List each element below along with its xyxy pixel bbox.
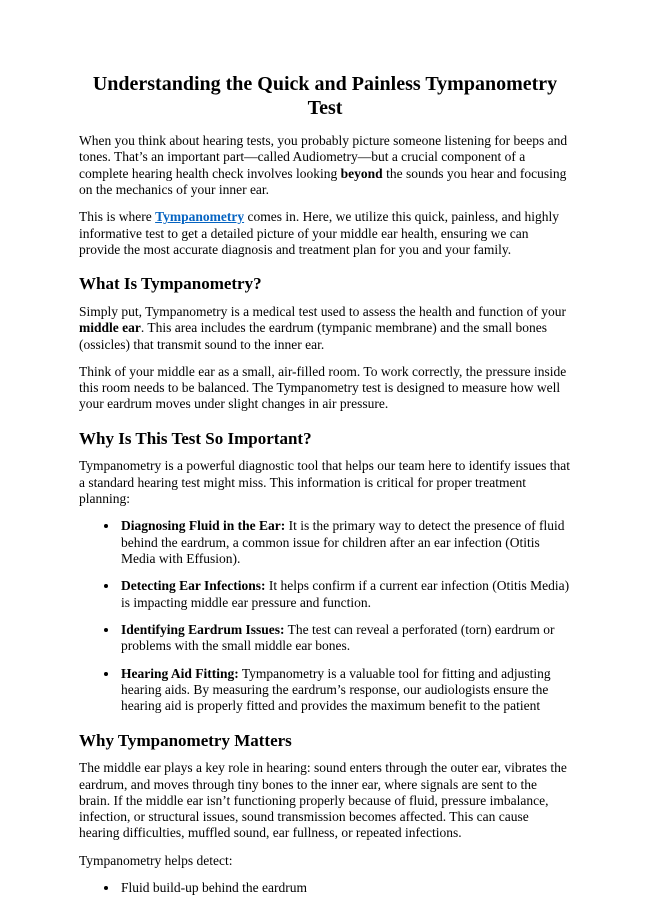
what-paragraph-1-text: Simply put, Tympanometry is a medical test used to assess the health and function of your [79, 303, 566, 319]
intro-paragraph-1-text: When you think about hearing tests, you probably picture someone listening for beeps and tones. That’s an important part—called Audiometry—but a crucial component of a complete hearing health check involves looking [79, 133, 568, 181]
bullet-label: Identifying Eardrum Issues: [121, 621, 285, 637]
intro-paragraph-2-text: This is where [79, 209, 156, 225]
page-title: Understanding the Quick and Painless Tympanometry Test [92, 73, 558, 119]
list-item [119, 518, 571, 567]
heading-why-important: Why Is This Test So Important? [79, 428, 312, 448]
bullet-label: Diagnosing Fluid in the Ear: [121, 518, 286, 534]
bullet-text: The test can reveal a perforated (torn) eardrum or problems with the small middle ear bones. [121, 621, 555, 654]
intro-paragraph-1-bold: beyond [340, 165, 383, 181]
matters-paragraph-1: The middle ear plays a key role in hearing: sound enters through the outer ear, vibrates the eardrum, and moves through tiny bones to the inner ear, where signals are sent to the brain. If the middle ear isn’t functioning properly because of fluid, pressure imbalance, infection, or structural issues, sound transmission becomes affected. This can cause hearing difficulties, muffled sound, ear fullness, or repeated infections. [79, 760, 567, 841]
bullet-text: Tympanometry is a valuable tool for fitting and adjusting hearing aids. By measuring the eardrum’s response, our audiologists ensure the hearing aid is properly fitted and provides the maximum benefit to the patient [121, 665, 551, 714]
important-intro-paragraph: Tympanometry is a powerful diagnostic tool that helps our team here to identify issues that a standard hearing test might miss. This information is critical for proper treatment planning: [79, 458, 570, 507]
bullet-label: Hearing Aid Fitting: [121, 665, 239, 681]
list-item [119, 622, 571, 655]
intro-paragraph-1-end: the sounds you hear and focusing on the mechanics of your inner ear. [79, 165, 567, 197]
tympanometry-link[interactable]: Tympanometry [155, 209, 245, 225]
matters-paragraph-2: Tympanometry helps detect: [79, 852, 233, 868]
list-item [119, 880, 571, 896]
what-paragraph-1-end: . This area includes the eardrum (tympanic membrane) and the small bones (ossicles) that transmit sound to the inner ear. [79, 320, 547, 352]
important-bullet-list [79, 518, 571, 714]
bullet-text: Fluid build-up behind the eardrum [121, 880, 307, 896]
bullet-text: It helps confirm if a current ear infection (Otitis Media) is impacting middle ear pressure and function. [121, 578, 570, 610]
intro-paragraph-2-end: comes in. Here, we utilize this quick, painless, and highly informative test to get a detailed picture of your middle ear health, ensuring we can provide the most accurate diagnosis and treatment plan for you and your family. [79, 209, 560, 257]
what-paragraph-1 [79, 304, 571, 353]
list-item [119, 578, 571, 611]
list-item [119, 666, 571, 715]
intro-paragraph-1 [79, 133, 571, 198]
matters-bullet-list [79, 880, 571, 896]
intro-paragraph-2 [79, 209, 571, 258]
bullet-label: Detecting Ear Infections: [121, 578, 266, 594]
bullet-text: It is the primary way to detect the presence of fluid behind the eardrum, a common issue for children after an ear infection (Otitis Media with Effusion). [121, 518, 565, 566]
what-paragraph-2: Think of your middle ear as a small, air-filled room. To work correctly, the pressure inside this room needs to be balanced. The Tympanometry test is designed to measure how well your eardrum moves under slight changes in air pressure. [79, 363, 567, 412]
heading-why-tympanometry-matters: Why Tympanometry Matters [79, 730, 292, 750]
heading-what-is-tympanometry: What Is Tympanometry? [79, 274, 262, 294]
what-paragraph-1-bold: middle ear [79, 320, 141, 336]
